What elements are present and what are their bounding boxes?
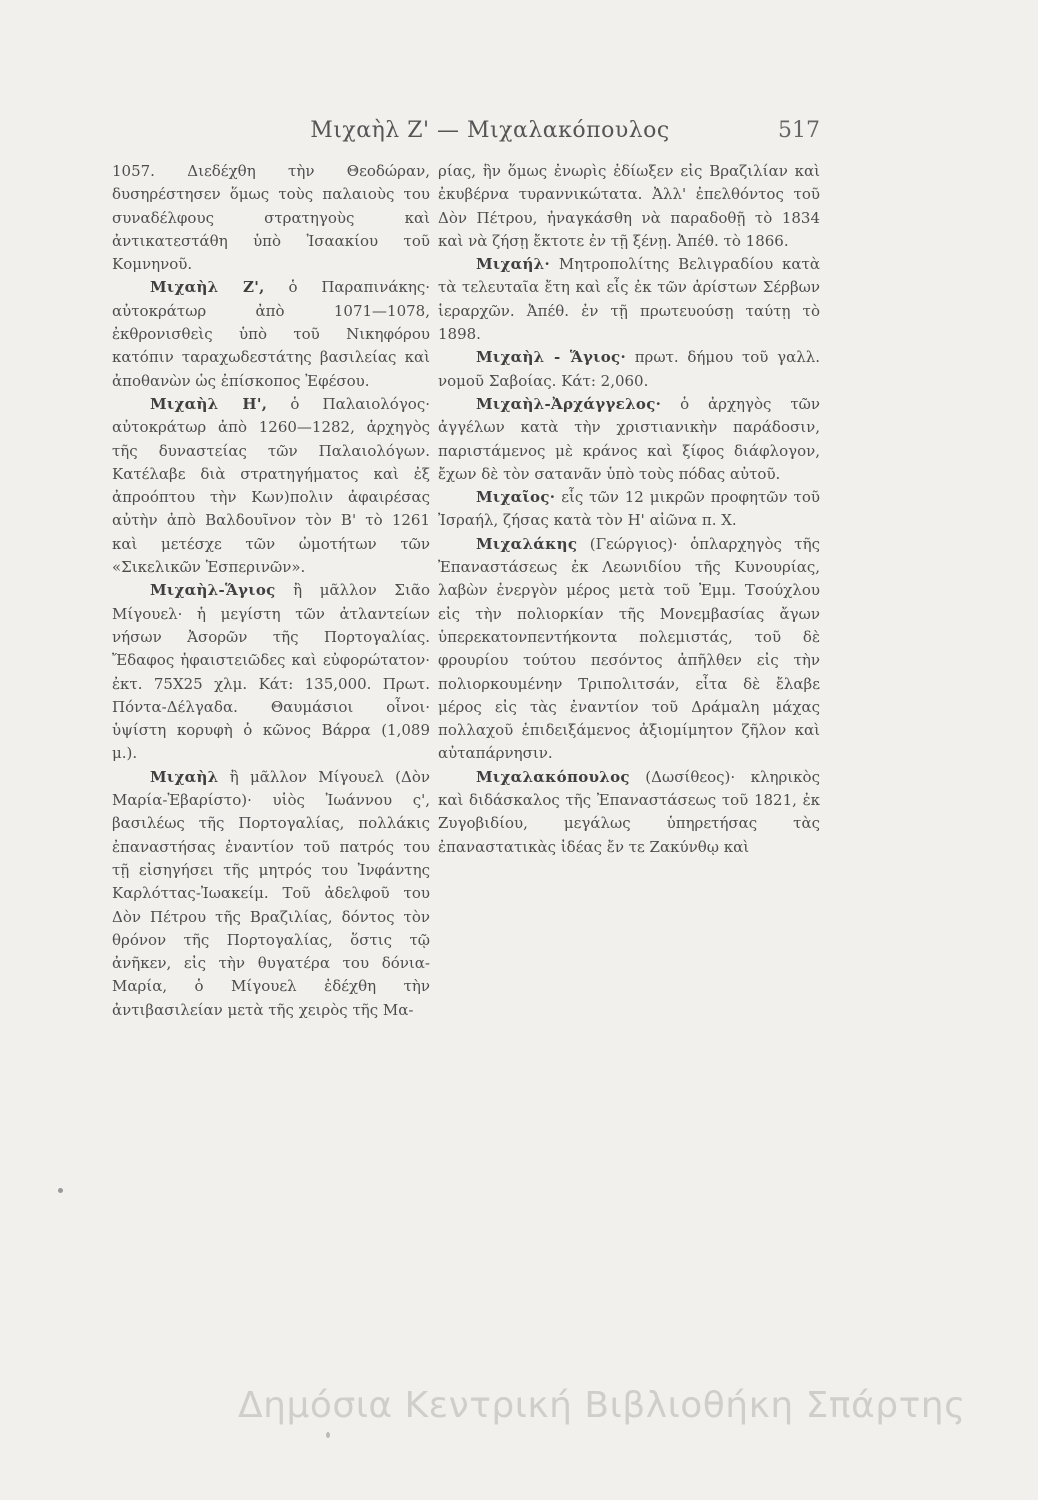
entry-headword: Μιχαὴλ [150, 767, 219, 786]
entry-sao-miguel [112, 579, 430, 765]
entry-text: ἢ μᾶλλον Σιᾶο Μίγουελ· ἡ μεγίστη τῶν ἀτλαντείων νήσων Ἀσορῶν τῆς Πορτογαλίας. Ἔδαφος ἡφαιστειῶδες καὶ εὐφορώτατον· ἐκτ. 75Χ25 χλμ. Κάτ: 135,000. Πρωτ. Πόντα-Δέλγαδα. Θαυμάσιοι οἶνοι· ὑψίστη κορυφὴ ὁ κῶνος Βάρρα (1,089 μ.). [112, 581, 430, 763]
ink-speck [326, 1432, 330, 1438]
entry-text: 1057. Διεδέχθη τὴν Θεοδώραν, δυσηρέστησεν ὅμως τοὺς παλαιοὺς του συναδέλφους στρατηγοὺς καὶ ἀντικατεστάθη ὑπὸ Ἰσαακίου τοῦ Κομνηνοῦ. [112, 162, 430, 274]
entry-text: πρωτ. δήμου τοῦ γαλλ. νομοῦ Σαβοίας. Κάτ: 2,060. [438, 348, 820, 390]
entry-michael-viii [112, 393, 430, 579]
entry-headword: Μιχαλακόπουλος [476, 767, 630, 786]
entry-text: ὁ ἀρχηγὸς τῶν ἀγγέλων κατὰ τὴν χριστιανικὴν παράδοσιν, παριστάμενος μὲ κράνος καὶ ξίφος διάφλογον, ἔχων δὲ τὸν σατανᾶν ὑπὸ τοὺς πόδας αὐτοῦ. [438, 394, 820, 483]
entry-headword: Μιχαὴλ-Ἅγιος [150, 581, 276, 600]
entry-text: ὁ Παλαιολόγος· αὐτοκράτωρ ἀπὸ 1260—1282, ἀρχηγὸς τῆς δυναστείας τῶν Παλαιολόγων. Κατέλαβε διὰ στρατηγήματος καὶ ἐξ ἀπροόπτου τὴν Κων)πολιν ἀφαιρέσας αὐτὴν ἀπὸ Βαλδουῖνον τὸν Β' τὸ 1261 καὶ μετέσχε τῶν ὠμοτήτων τῶν «Σικελικῶν Ἑσπερινῶν». [112, 394, 430, 577]
entry-headword: Μιχαὴλ Ζ', [150, 278, 265, 297]
entry-text: (Γεώργιος)· ὁπλαρχηγὸς τῆς Ἐπαναστάσεως ἐκ Λεωνιδίου τῆς Κυνουρίας, λαβὼν ἐνεργὸν μέρος μετὰ τοῦ Ἐμμ. Τσούχλου εἰς τὴν πολιορκίαν τῆς Μονεμβασίας ἄγων ὑπερεκατονπεντήκοντα πολεμιστάς, τοῦ δὲ φρουρίου τούτου πεσόντος ἀπῆλθεν εἰς τὴν πολιορκουμένην Τριπολιτσάν, εἶτα δὲ ἔλαβε μέρος εἰς τὰς ἐναντίον τοῦ Δράμαλη μάχας πολλαχοῦ ἐπιδειξάμενος ἀξιομίμητον ζῆλον καὶ αὐταπάρνησιν. [438, 534, 820, 763]
entry-headword: Μιχαλάκης [476, 534, 578, 553]
library-watermark: Δημόσια Κεντρική Βιβλιοθήκη Σπάρτης [238, 1385, 966, 1426]
right-column [438, 160, 820, 859]
entry-headword: Μιχαῖος· [476, 488, 556, 507]
entry-continuation [112, 160, 430, 276]
entry-micah [438, 486, 820, 533]
entry-archangel-michael [438, 393, 820, 486]
entry-continuation [438, 160, 820, 253]
ink-speck [58, 1188, 63, 1193]
entry-text: εἷς τῶν 12 μικρῶν προφητῶν τοῦ Ἰσραήλ, ζήσας κατὰ τὸν Η' αἰῶνα π. Χ. [438, 488, 820, 530]
entry-headword: Μιχαὴλ Η', [150, 394, 268, 413]
entry-text: ρίας, ἣν ὅμως ἐνωρὶς ἐδίωξεν εἰς Βραζιλίαν καὶ ἐκυβέρνα τυραννικώτατα. Ἀλλ' ἐπελθόντος τοῦ Δὸν Πέτρου, ἠναγκάσθη νὰ παραδοθῇ τὸ 1834 καὶ νὰ ζήσῃ ἔκτοτε ἐν τῇ ξένῃ. Ἀπέθ. τὸ 1866. [438, 162, 820, 250]
entry-headword: Μιχαήλ· [476, 255, 551, 274]
entry-saint-michel [438, 346, 820, 393]
entry-dom-miguel [112, 766, 430, 1022]
entry-michael-vii [112, 276, 430, 392]
entry-headword: Μιχαὴλ-Ἀρχάγγελος· [476, 394, 662, 413]
running-title: Μιχαὴλ Ζ' — Μιχαλακόπουλος [310, 118, 670, 143]
entry-text: ἢ μᾶλλον Μίγουελ (Δὸν Μαρία-Ἐβαρίστο)· υἱὸς Ἰωάννου ς', βασιλέως τῆς Πορτογαλίας, πολλάκις ἐπαναστήσας ἐναντίον τοῦ πατρός του τῇ εἰσηγήσει τῆς μητρός του Ἰνφάντης Καρλόττας-Ἰωακείμ. Τοῦ ἀδελφοῦ του Δὸν Πέτρου τῆς Βραζιλίας, δόντος τὸν θρόνον τῆς Πορτογαλίας, ὅστις τῷ ἀνῆκεν, εἰς τὴν θυγατέρα του δόνια-Μαρία, ὁ Μίγουελ ἐδέχθη τὴν ἀντιβασιλείαν μετὰ τῆς χειρὸς τῆς Μα- [112, 767, 430, 1019]
entry-michael-metropolitan [438, 253, 820, 346]
entry-text: Μητροπολίτης Βελιγραδίου κατὰ τὰ τελευταῖα ἔτη καὶ εἷς ἐκ τῶν ἀρίστων Σέρβων ἱεραρχῶν. Ἀπέθ. ἐν τῇ πρωτευούσῃ ταύτῃ τὸ 1898. [438, 255, 820, 344]
entry-text: (Δωσίθεος)· κληρικὸς καὶ διδάσκαλος τῆς Ἐπαναστάσεως τοῦ 1821, ἐκ Ζυγοβιδίου, μεγάλως ὑπηρετήσας τὰς ἐπαναστατικὰς ἰδέας ἔν τε Ζακύνθῳ καὶ [438, 767, 820, 856]
entry-michalakis [438, 533, 820, 766]
left-column [112, 160, 430, 1022]
entry-text: ὁ Παραπινάκης· αὐτοκράτωρ ἀπὸ 1071—1078, ἐκθρονισθεὶς ὑπὸ τοῦ Νικηφόρου κατόπιν ταραχωδεστάτης βασιλείας καὶ ἀποθανὼν ὡς ἐπίσκοπος Ἐφέσου. [112, 278, 430, 390]
entry-headword: Μιχαὴλ - Ἅγιος· [476, 348, 626, 367]
page-number: 517 [778, 118, 820, 143]
entry-michalakopoulos [438, 766, 820, 859]
